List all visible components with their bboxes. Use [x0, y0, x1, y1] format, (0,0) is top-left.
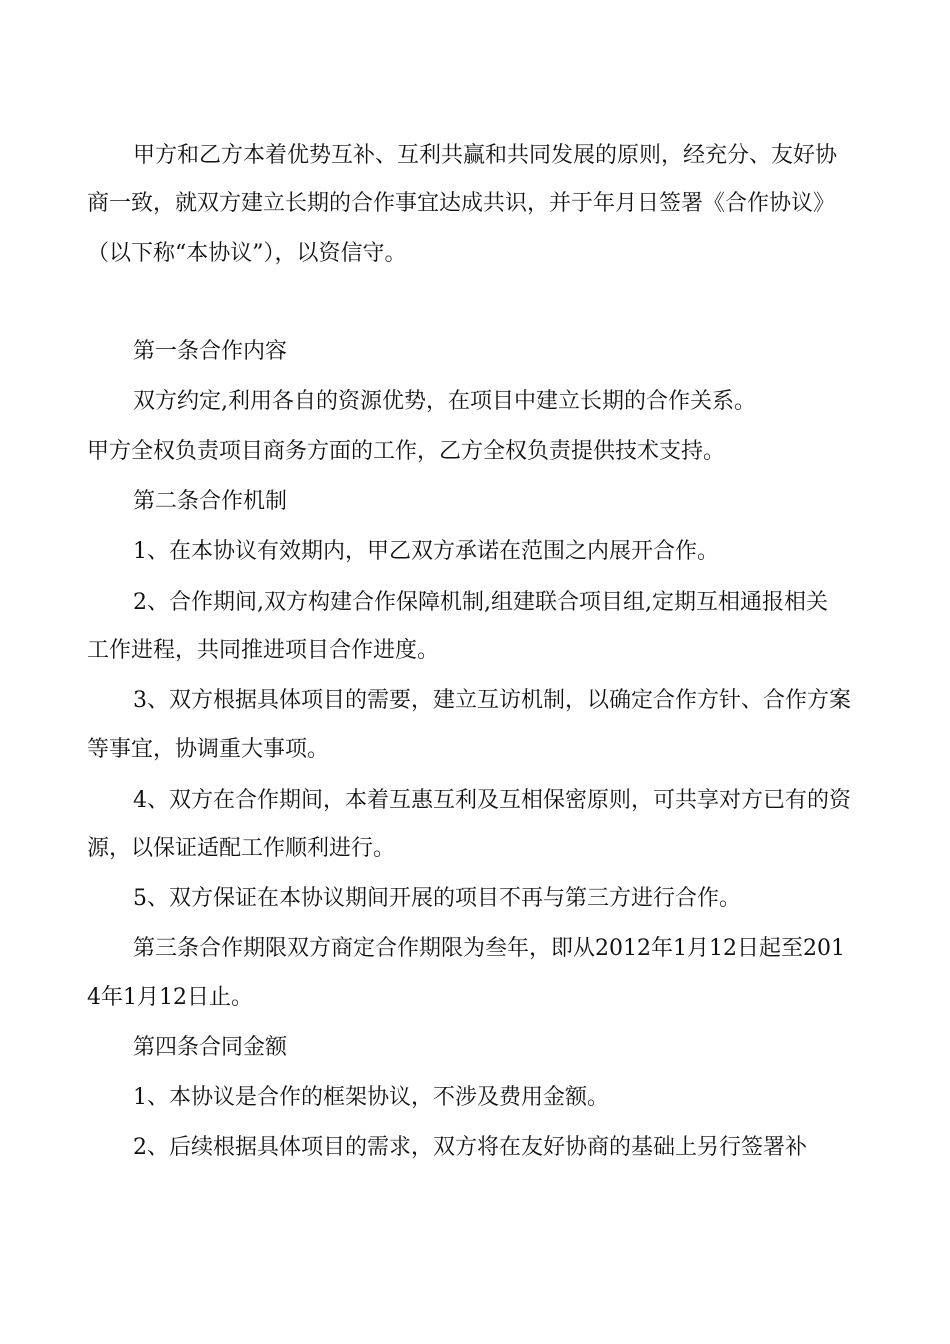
preamble-line-1: 甲方和乙方本着优势互补、互利共赢和共同发展的原则，经充分、友好协: [133, 143, 838, 168]
article-4-heading: 第四条合同金额: [133, 1035, 288, 1060]
article-3-line-1: 第三条合作期限双方商定合作期限为叁年，即从2012年1月12日起至201: [133, 936, 845, 961]
preamble-line-3: （以下称“本协议”），以资信守。: [87, 241, 407, 266]
article-1-para-1: 双方约定,利用各自的资源优势，在项目中建立长期的合作关系。: [133, 389, 756, 414]
article-2-item-1: 1、在本协议有效期内，甲乙双方承诺在范围之内展开合作。: [133, 539, 719, 564]
article-2-item-5: 5、双方保证在本协议期间开展的项目不再与第三方进行合作。: [133, 886, 741, 911]
article-2-item-2-line-2: 工作进程，共同推进项目合作进度。: [87, 638, 440, 663]
article-1-para-2: 甲方全权负责项目商务方面的工作，乙方全权负责提供技术支持。: [87, 439, 726, 464]
article-3-line-2: 4年1月12日止。: [87, 985, 253, 1010]
article-2-item-4-line-1: 4、双方在合作期间，本着互惠互利及互相保密原则，可共享对方已有的资: [133, 788, 851, 813]
article-2-item-2-line-1: 2、合作期间,双方构建合作保障机制,组建联合项目组,定期互相通报相关: [133, 590, 828, 615]
article-2-item-3-line-1: 3、双方根据具体项目的需要，建立互访机制，以确定合作方针、合作方案: [133, 688, 851, 713]
article-4-item-1: 1、本协议是合作的框架协议，不涉及费用金额。: [133, 1085, 609, 1110]
article-2-heading: 第二条合作机制: [133, 489, 288, 514]
article-2-item-3-line-2: 等事宜，协调重大事项。: [87, 737, 330, 762]
preamble-line-2: 商一致，就双方建立长期的合作事宜达成共识，并于年月日签署《合作协议》: [87, 191, 836, 216]
article-1-heading: 第一条合作内容: [133, 339, 288, 364]
article-4-item-2: 2、后续根据具体项目的需求，双方将在友好协商的基础上另行签署补: [133, 1135, 807, 1160]
article-2-item-4-line-2: 源，以保证适配工作顺利进行。: [87, 836, 396, 861]
